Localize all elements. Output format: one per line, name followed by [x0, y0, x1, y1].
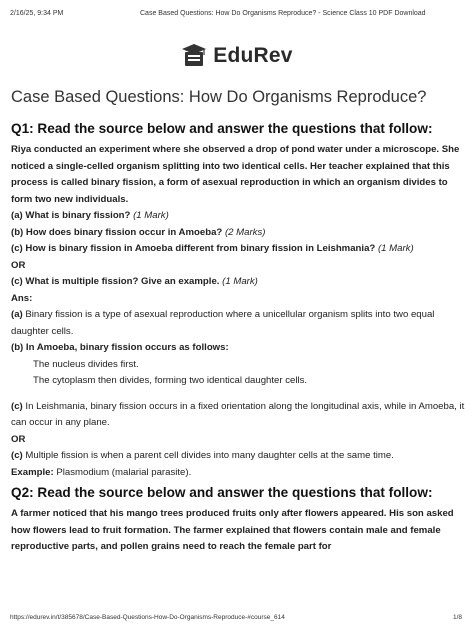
answer-c: (c) In Leishmania, binary fission occurs in a fixed orientation along the longitudinal axis, while in Amoeba, it can occur in any plane. [11, 400, 465, 428]
print-url: https://edurev.in/t/385678/Case-Based-Questions-How-Do-Organisms-Reproduce-#course_614 [10, 614, 285, 621]
answer-a: (a) Binary fission is a type of asexual reproduction where a unicellular organism splits into two equal daughter cells. [11, 309, 435, 337]
edurev-logo [0, 43, 474, 73]
pdf-print-footer [0, 614, 474, 628]
q1-question-c: (c) How is binary fission in Amoeba different from binary fission in Leishmania? (1 Mark) [11, 243, 414, 254]
q2-passage: A farmer noticed that his mango trees produced fruits only after flowers appeared. His son asked how flowers lead to fruit formation. The farmer explained that flowers contain male and female reproductive parts, and pollen grains need to reach the female part for [11, 508, 454, 552]
q1-or: OR [11, 259, 26, 271]
document-body [11, 88, 466, 556]
answer-b-heading: (b) In Amoeba, binary fission occurs as follows: [11, 342, 229, 353]
print-date: 2/16/25, 9:34 PM [10, 10, 64, 17]
q1-heading: Q1: Read the source below and answer the questions that follow: [11, 121, 433, 136]
page-title: Case Based Questions: How Do Organisms Reproduce? [11, 88, 427, 106]
answer-example: Example: Plasmodium (malarial parasite). [11, 466, 192, 478]
page-number: 1/8 [452, 614, 462, 621]
q2-heading: Q2: Read the source below and answer the questions that follow: [11, 485, 433, 500]
ans-label: Ans: [11, 292, 33, 304]
q1-question-c-alt: (c) What is multiple fission? Give an example. (1 Mark) [11, 276, 258, 287]
logo-text: EduRev [213, 44, 293, 67]
pdf-print-header [0, 0, 474, 22]
answer-b-step: The cytoplasm then divides, forming two identical daughter cells. [33, 375, 308, 386]
q1-question-a: (a) What is binary fission? (1 Mark) [11, 210, 169, 221]
q1-question-b: (b) How does binary fission occur in Amoeba? (2 Marks) [11, 226, 266, 238]
answer-c-alt: (c) Multiple fission is when a parent cell divides into many daughter cells at the same time. [11, 450, 394, 461]
q1-passage: Riya conducted an experiment where she observed a drop of pond water under a microscope. She noticed a single-celled organism splitting into two identical cells. Her teacher explained that this process is called binary fission, a form of asexual reproduction in which an organism divides to form two new individuals. [11, 144, 460, 205]
answer-b-step: The nucleus divides first. [33, 358, 139, 370]
print-doc-title: Case Based Questions: How Do Organisms Reproduce? - Science Class 10 PDF Download [140, 10, 426, 17]
answer-or: OR [11, 433, 26, 445]
graduation-cap-icon [181, 43, 207, 69]
